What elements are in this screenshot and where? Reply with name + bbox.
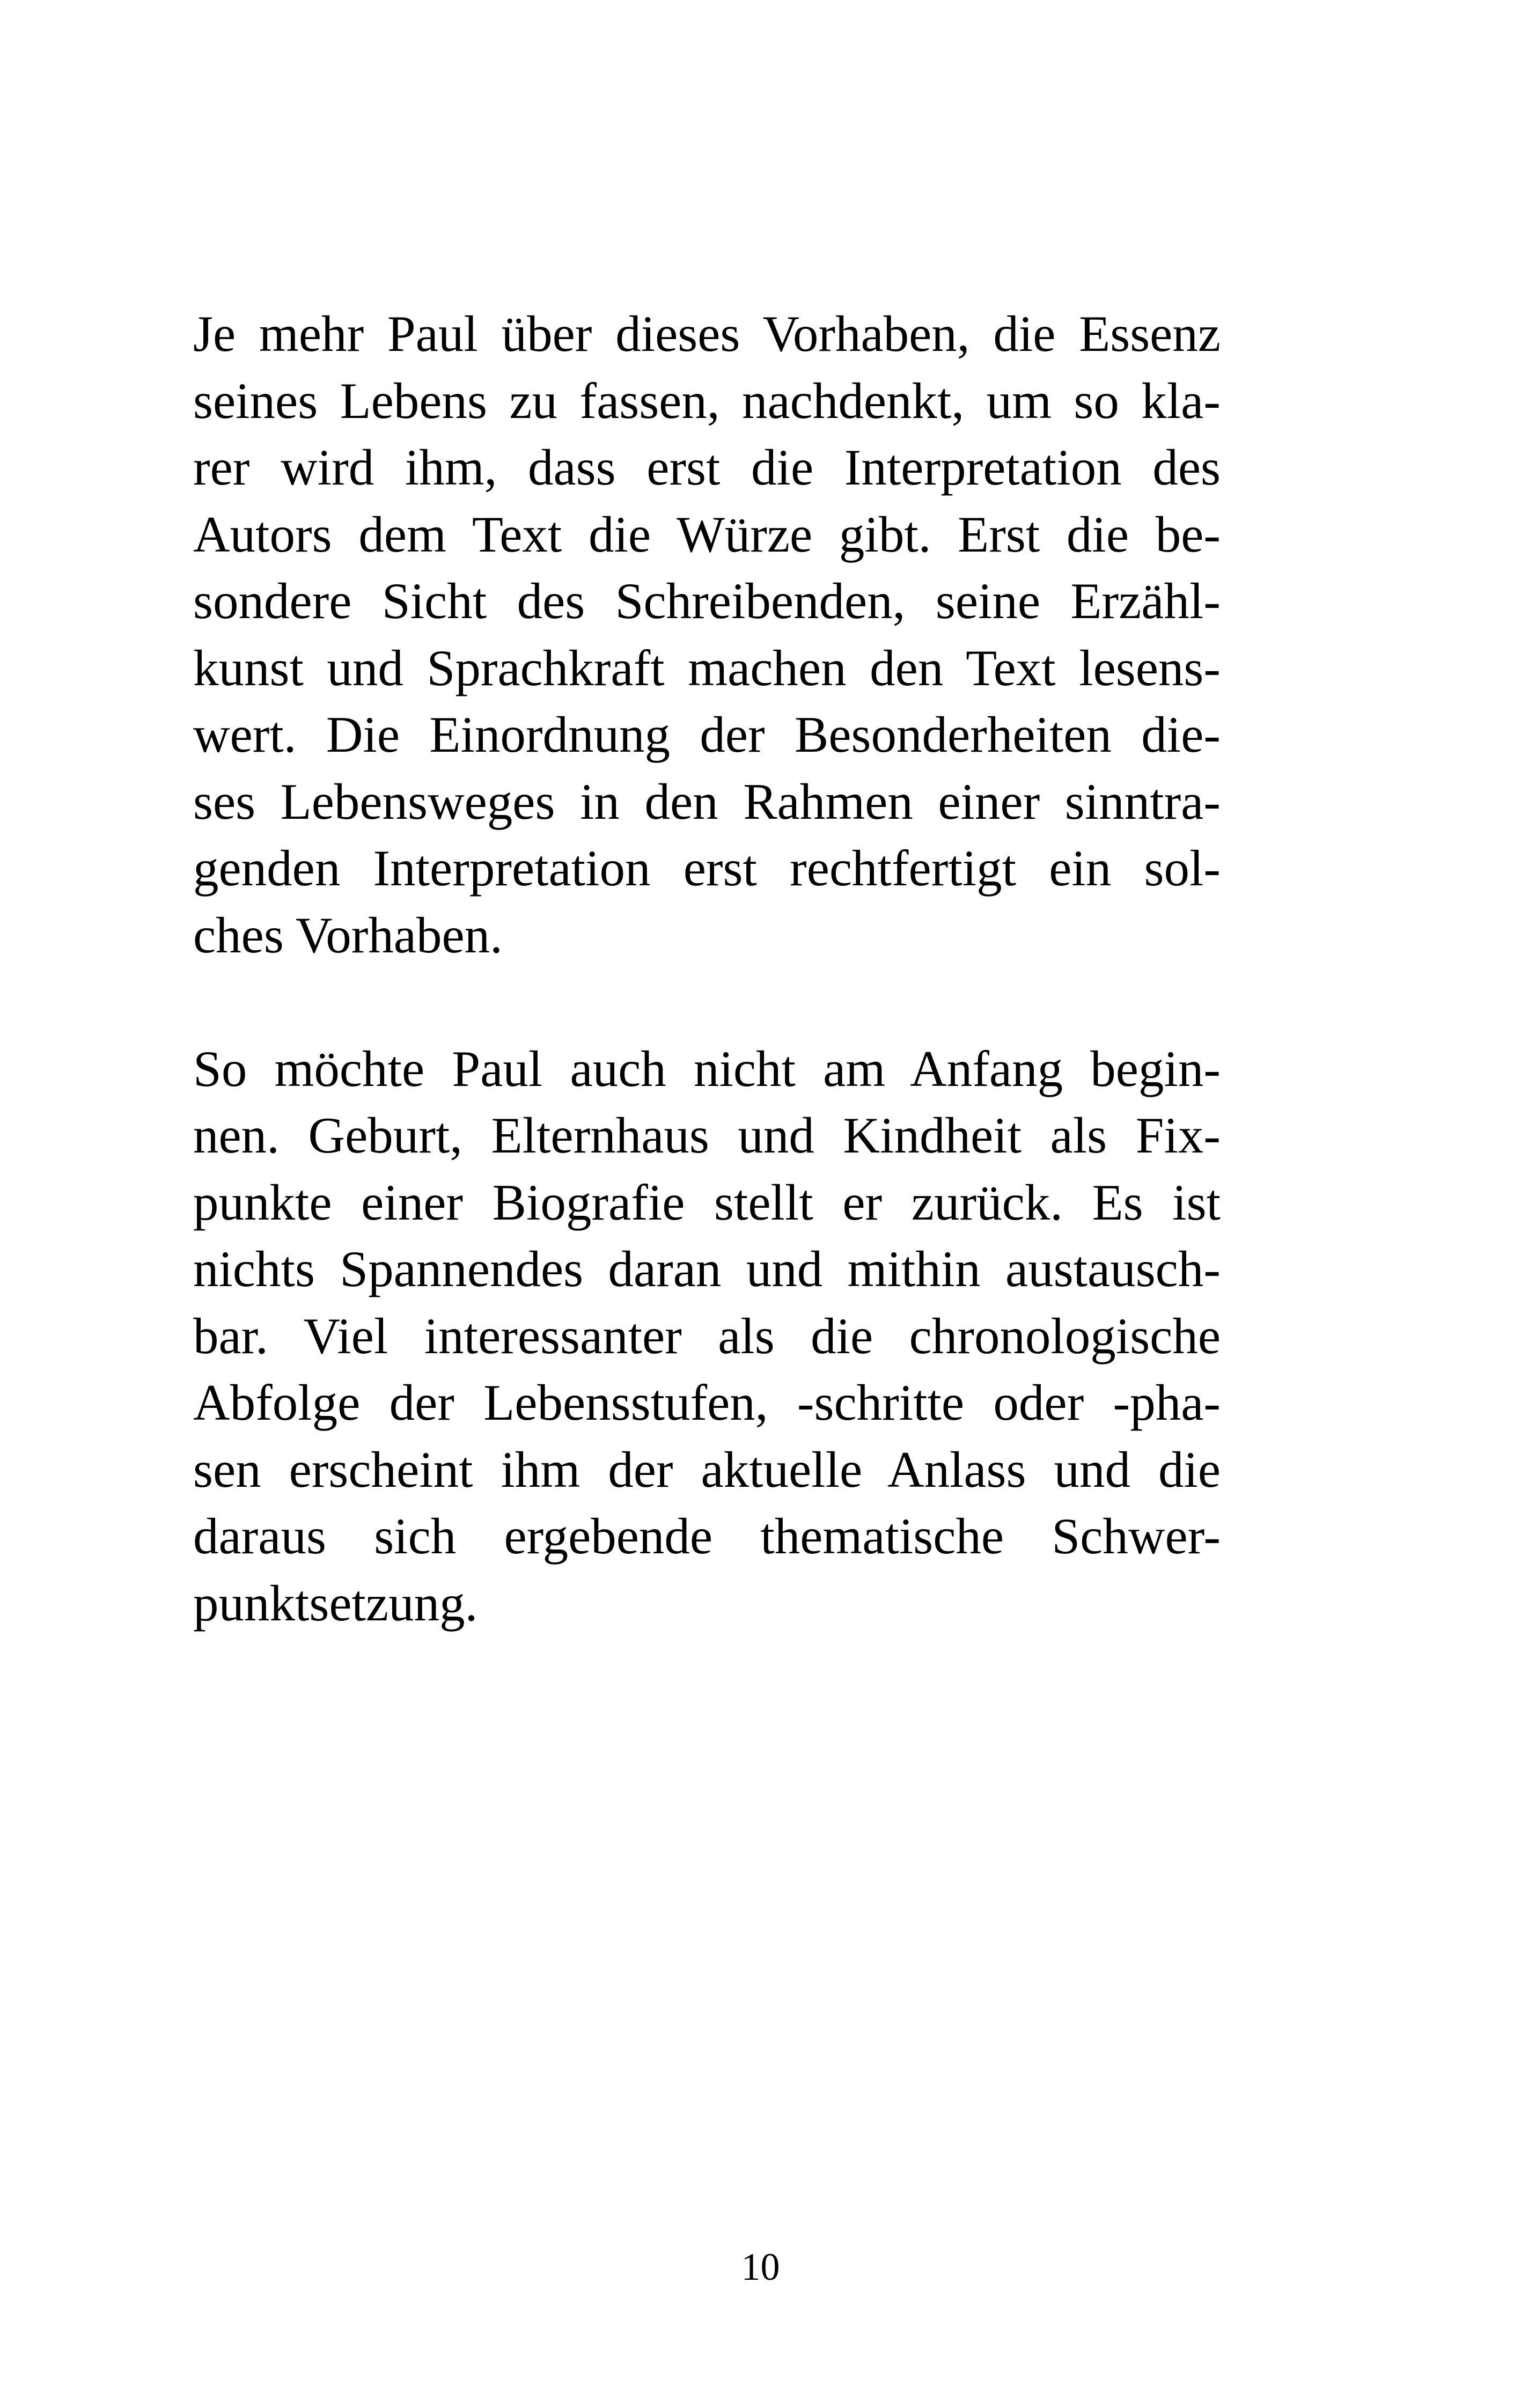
paragraph-1 [193, 300, 1221, 968]
paragraph-spacer [193, 968, 1221, 1036]
text-line: ses Lebensweges in den Rahmen einer sinntra- [193, 773, 1221, 830]
text-line: seines Lebens zu fassen, nachdenkt, um so kla- [193, 372, 1221, 429]
text-line: sondere Sicht des Schreibenden, seine Erzähl- [193, 572, 1221, 629]
text-line: daraus sich ergebende thematische Schwer- [193, 1508, 1221, 1565]
text-line: punkte einer Biografie stellt er zurück. Es ist [193, 1173, 1221, 1231]
text-line: wert. Die Einordnung der Besonderheiten die- [193, 706, 1221, 763]
text-line: Autors dem Text die Würze gibt. Erst die be- [193, 505, 1221, 563]
text-line: ches Vorhaben. [193, 906, 503, 964]
text-line: nen. Geburt, Elternhaus und Kindheit als Fix- [193, 1107, 1221, 1164]
text-line: punktsetzung. [193, 1574, 478, 1632]
text-line: Je mehr Paul über dieses Vorhaben, die Essenz [193, 305, 1221, 362]
text-line: nichts Spannendes daran und mithin austausch- [193, 1240, 1221, 1297]
text-line: rer wird ihm, dass erst die Interpretation des [193, 439, 1221, 496]
text-line: sen erscheint ihm der aktuelle Anlass und die [193, 1441, 1221, 1498]
text-line: Abfolge der Lebensstufen, -schritte oder -pha- [193, 1374, 1221, 1431]
text-line: kunst und Sprachkraft machen den Text lesens- [193, 639, 1221, 696]
text-line: bar. Viel interessanter als die chronologische [193, 1307, 1221, 1364]
page-number: 10 [741, 2245, 780, 2288]
body-text [193, 300, 1221, 1636]
paragraph-2 [193, 1036, 1221, 1637]
text-line: genden Interpretation erst rechtfertigt ein sol- [193, 840, 1221, 897]
text-line: So möchte Paul auch nicht am Anfang begin- [193, 1040, 1221, 1097]
